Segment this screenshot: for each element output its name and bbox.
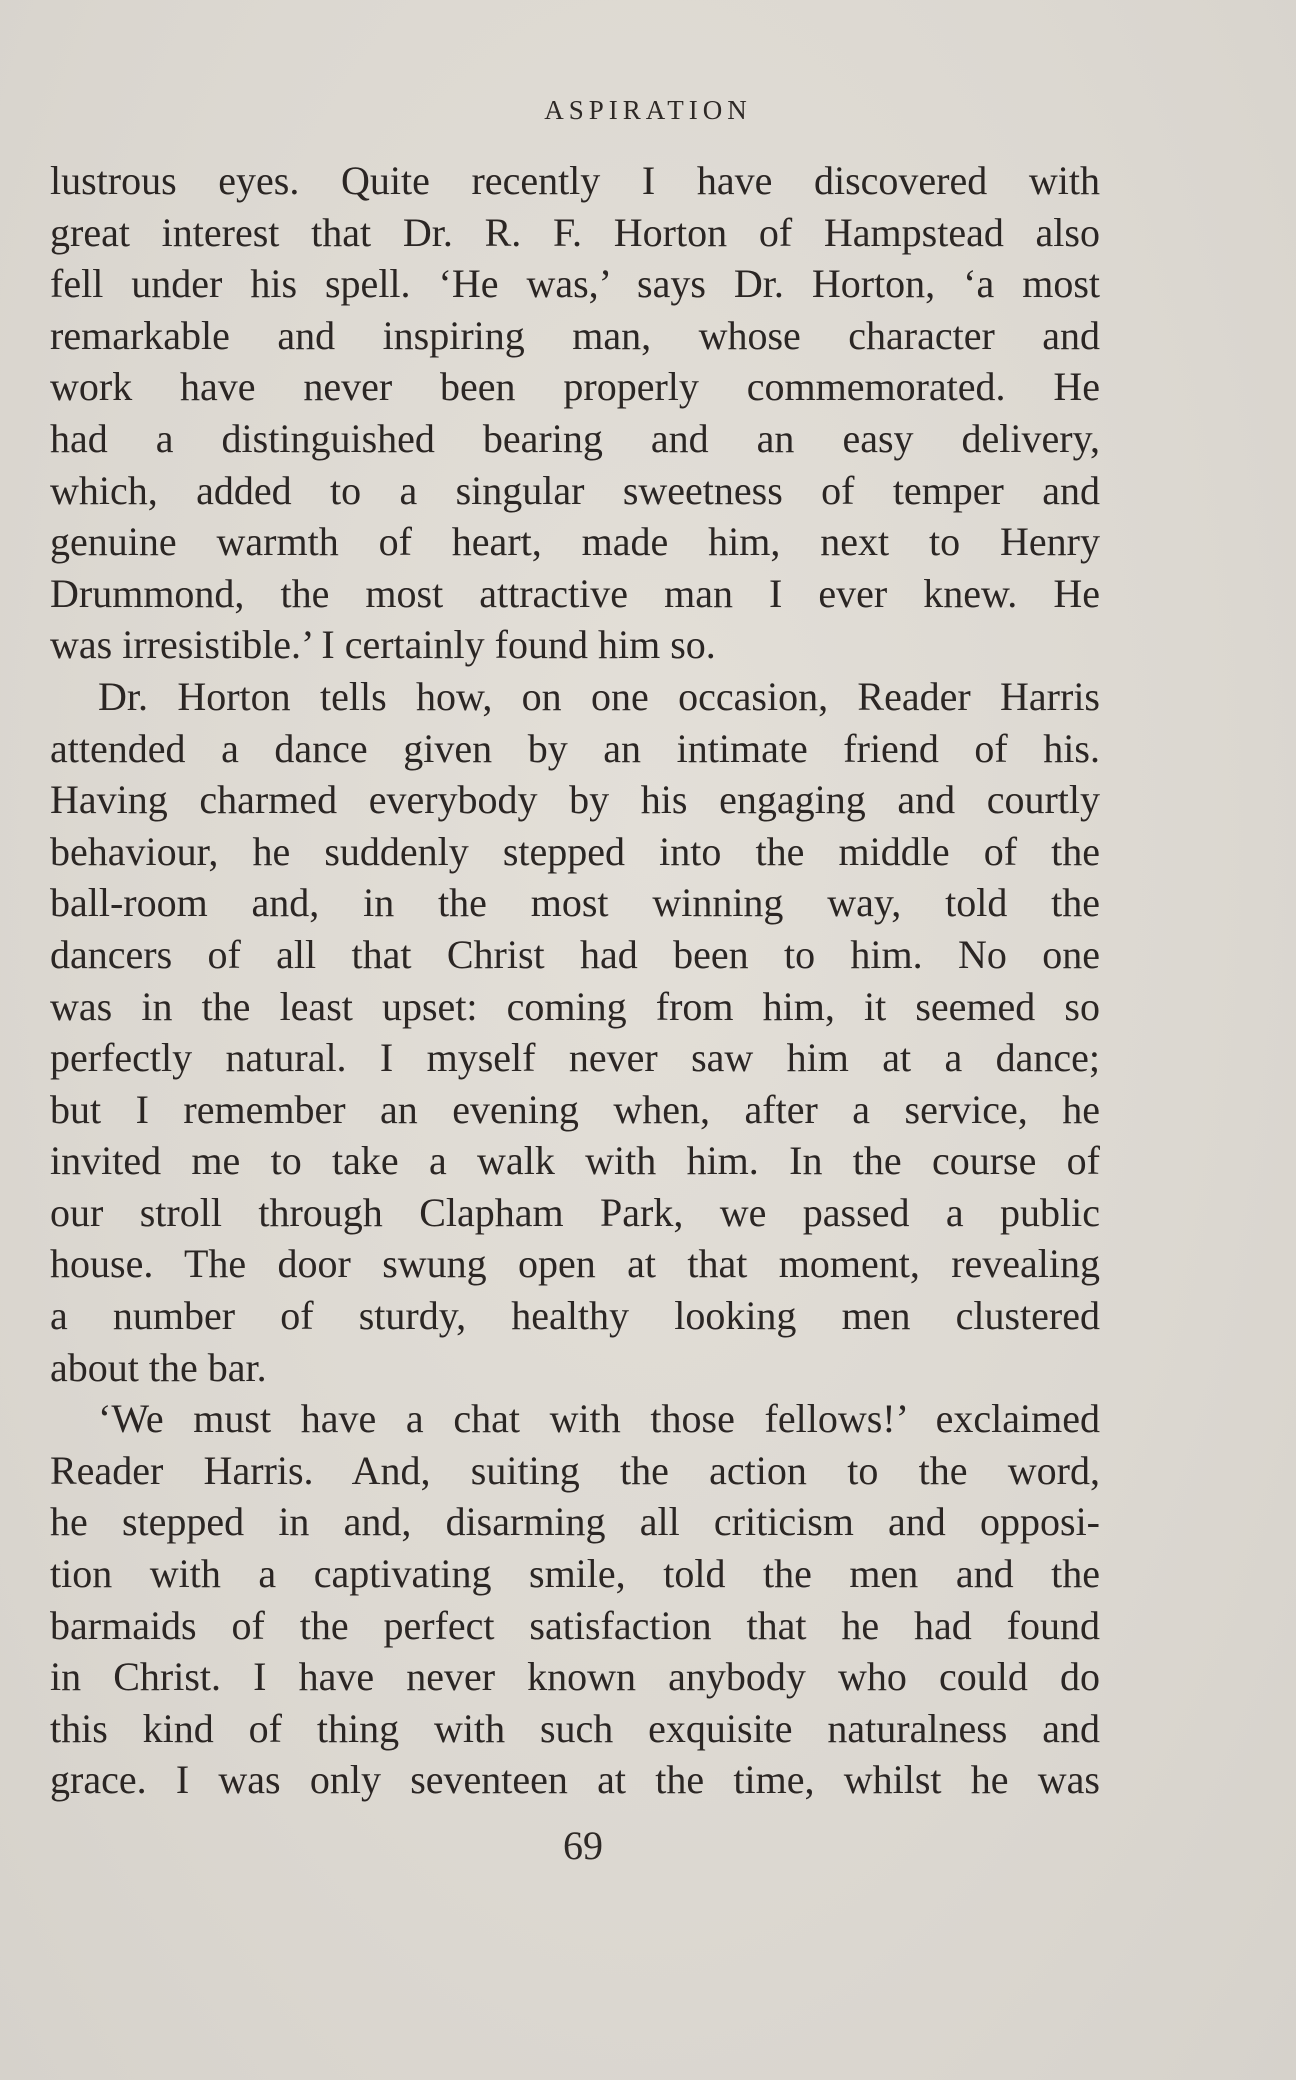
- text-line: perfectly natural. I myself never saw him at a dance;: [50, 1035, 1100, 1081]
- text-line: great interest that Dr. R. F. Horton of Hampstead also: [50, 209, 1100, 255]
- text-line: which, added to a singular sweetness of temper and: [50, 467, 1100, 513]
- text-line: dancers of all that Christ had been to him. No one: [50, 931, 1100, 977]
- running-head: ASPIRATION: [544, 95, 752, 125]
- text-line: fell under his spell. ‘He was,’ says Dr. Horton, ‘a most: [50, 261, 1100, 307]
- body-text: [50, 155, 1100, 1806]
- text-line: attended a dance given by an intimate friend of his.: [50, 725, 1100, 771]
- text-line: invited me to take a walk with him. In the course of: [50, 1138, 1100, 1184]
- text-line: barmaids of the perfect satisfaction that he had found: [50, 1602, 1100, 1648]
- text-line: about the bar.: [50, 1344, 267, 1390]
- text-line: had a distinguished bearing and an easy delivery,: [50, 415, 1100, 461]
- text-line: Dr. Horton tells how, on one occasion, Reader Harris: [98, 673, 1100, 719]
- text-line: ball-room and, in the most winning way, told the: [50, 880, 1100, 926]
- text-line: behaviour, he suddenly stepped into the middle of the: [50, 828, 1100, 874]
- text-line: tion with a captivating smile, told the men and the: [50, 1551, 1100, 1597]
- text-line: he stepped in and, disarming all criticism and opposi-: [50, 1499, 1100, 1545]
- text-line: Drummond, the most attractive man I ever knew. He: [50, 570, 1100, 616]
- text-line: but I remember an evening when, after a service, he: [50, 1086, 1100, 1132]
- text-line: Having charmed everybody by his engaging and courtly: [50, 777, 1100, 823]
- text-line: lustrous eyes. Quite recently I have discovered with: [50, 158, 1100, 203]
- text-line: work have never been properly commemorated. He: [50, 364, 1100, 410]
- text-line: a number of sturdy, healthy looking men clustered: [50, 1293, 1100, 1339]
- text-line: was in the least upset: coming from him, it seemed so: [50, 983, 1100, 1029]
- text-line: remarkable and inspiring man, whose character and: [50, 312, 1100, 358]
- text-line: genuine warmth of heart, made him, next to Henry: [50, 519, 1100, 565]
- text-line: house. The door swung open at that moment, revealing: [50, 1241, 1100, 1287]
- text-line: grace. I was only seventeen at the time, whilst he was: [50, 1757, 1100, 1803]
- text-line: in Christ. I have never known anybody who could do: [50, 1654, 1100, 1700]
- page-number: 69: [563, 1823, 603, 1868]
- text-line: ‘We must have a chat with those fellows!’ exclaimed: [98, 1396, 1100, 1442]
- text-line: was irresistible.’ I certainly found him so.: [50, 622, 716, 668]
- text-line: our stroll through Clapham Park, we passed a public: [50, 1189, 1100, 1235]
- text-line: Reader Harris. And, suiting the action to the word,: [50, 1447, 1100, 1493]
- text-line: this kind of thing with such exquisite naturalness and: [50, 1705, 1100, 1751]
